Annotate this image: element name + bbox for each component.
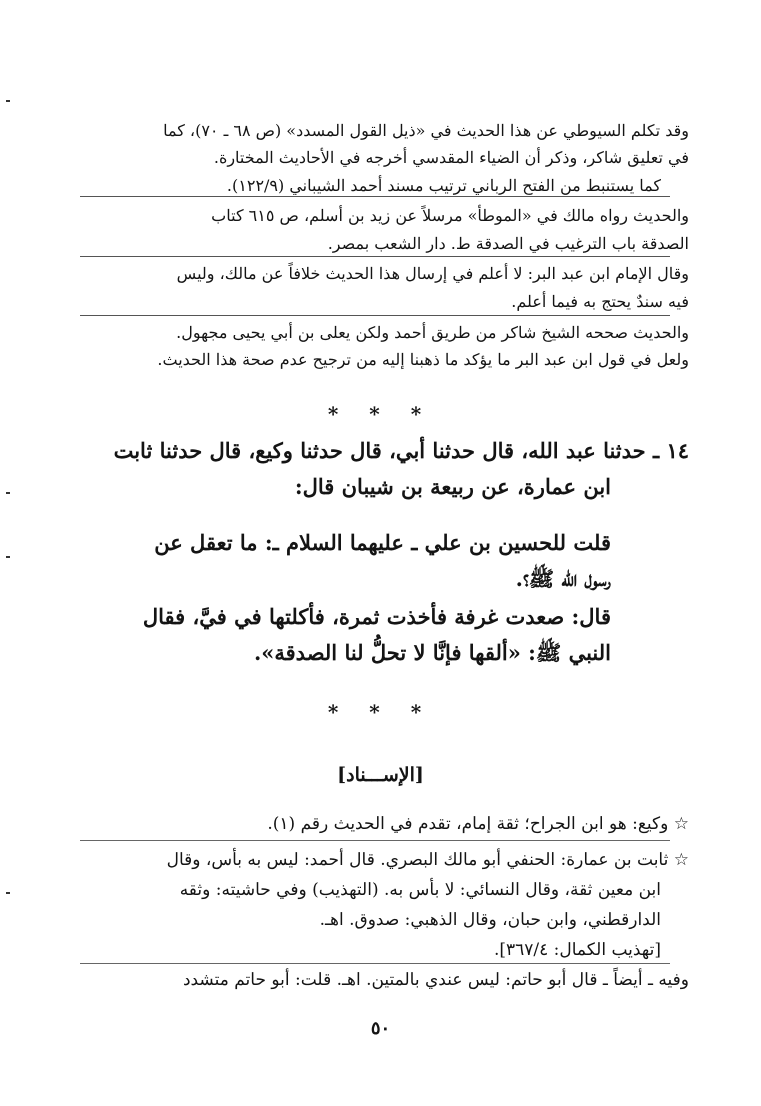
isnad-line: وفيه ـ أيضاً ـ قال أبو حاتم: ليس عندي بالمتين. اهـ. قلت: أبو حاتم متشدد xyxy=(182,970,689,990)
note-line: وقد تكلم السيوطي عن هذا الحديث في «ذيل القول المسدد» (ص ٦٨ ـ ٧٠)، كما xyxy=(163,121,689,140)
hadith-line: ابن عمارة، عن ربيعة بن شيبان قال: xyxy=(294,474,611,499)
isnad-line: ☆ وكيع: هو ابن الجراح؛ ثقة إمام، تقدم في الحديث رقم (١). xyxy=(267,814,689,834)
page-number: ٥٠ xyxy=(370,1018,391,1039)
note-line: وقال الإمام ابن عبد البر: لا أعلم في إرسال هذا الحديث خلافاً عن مالك، وليس xyxy=(176,264,689,283)
hadith-line: رسول الله ﷺ؟. xyxy=(515,566,611,591)
note-rule xyxy=(80,196,670,197)
note-rule xyxy=(80,256,670,257)
isnad-line: الدارقطني، وابن حبان، وقال الذهبي: صدوق. اهـ. xyxy=(319,910,661,930)
note-line: ولعل في قول ابن عبد البر ما يؤكد ما ذهبنا إليه من ترجيح عدم صحة هذا الحديث. xyxy=(157,350,689,369)
isnad-line: ابن معين ثقة، وقال النسائي: لا بأس به. (التهذيب) وفي حاشيته: وثقه xyxy=(179,880,661,900)
isnad-heading: [الإســـناد] xyxy=(337,764,424,786)
section-separator: * * * xyxy=(327,700,434,724)
hadith-line: قال: صعدت غرفة فأخذت ثمرة، فأكلتها في فيَّ، فقال xyxy=(142,604,611,629)
margin-mark xyxy=(6,556,10,558)
isnad-line: [تهذيب الكمال: ٣٦٧/٤]. xyxy=(493,940,661,960)
note-line: والحديث رواه مالك في «الموطأ» مرسلاً عن زيد بن أسلم، ص ٦١٥ كتاب xyxy=(211,206,689,225)
note-rule xyxy=(80,315,670,316)
margin-mark xyxy=(6,100,10,102)
hadith-line: النبي ﷺ: «ألقها فإنَّا لا تحلُّ لنا الصدقة». xyxy=(253,640,611,665)
hadith-line: قلت للحسين بن علي ـ عليهما السلام ـ: ما تعقل عن xyxy=(154,530,611,555)
isnad-line: ☆ ثابت بن عمارة: الحنفي أبو مالك البصري. قال أحمد: ليس به بأس، وقال xyxy=(166,850,689,870)
margin-mark xyxy=(6,492,10,494)
isnad-rule xyxy=(80,963,670,964)
note-line: فيه سندٌ يحتج به فيما أعلم. xyxy=(511,292,689,311)
note-line: في تعليق شاكر، وذكر أن الضياء المقدسي أخرجه في الأحاديث المختارة. xyxy=(213,148,689,167)
isnad-rule xyxy=(80,840,670,841)
note-line: الصدقة باب الترغيب في الصدقة ط. دار الشعب بمصر. xyxy=(327,234,689,253)
hadith-line: ١٤ ـ حدثنا عبد الله، قال حدثنا أبي، قال حدثنا وكيع، قال حدثنا ثابت xyxy=(113,438,689,463)
section-separator: * * * xyxy=(327,402,434,426)
note-line: والحديث صححه الشيخ شاكر من طريق أحمد ولكن يعلى بن أبي يحيى مجهول. xyxy=(176,323,689,342)
note-line: كما يستنبط من الفتح الرباني ترتيب مسند أحمد الشيباني (١٢٢/٩). xyxy=(226,176,661,195)
margin-mark xyxy=(6,892,10,894)
